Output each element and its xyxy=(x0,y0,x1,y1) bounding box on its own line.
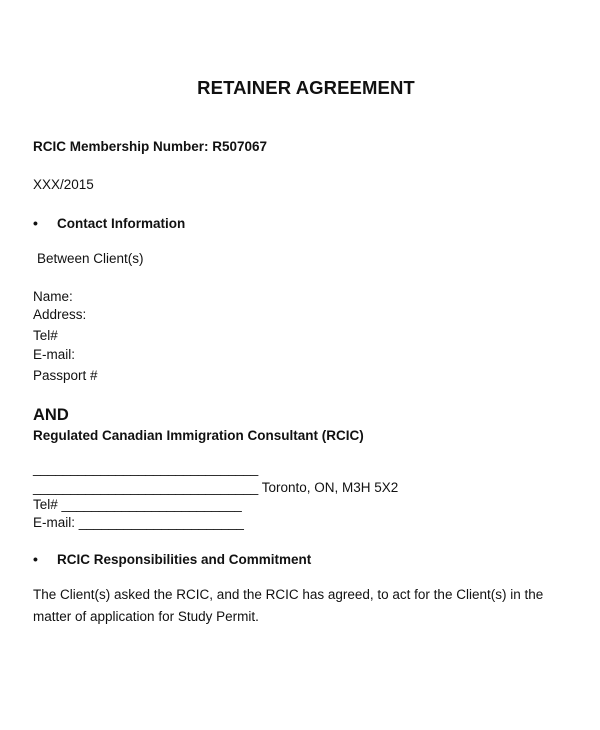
consultant-email-line: E-mail: ______________________ xyxy=(33,515,244,530)
client-tel-label: Tel# xyxy=(33,328,58,343)
section-heading-contact-information: Contact Information xyxy=(57,216,186,231)
consultant-address-line: ______________________________ Toronto, ON, M3H 5X2 xyxy=(33,480,399,495)
section-heading-rcic-responsibilities: RCIC Responsibilities and Commitment xyxy=(57,552,312,567)
document-title: RETAINER AGREEMENT xyxy=(197,77,415,98)
responsibilities-paragraph: The Client(s) asked the RCIC, and the RCIC has agreed, to act for the Client(s) in the matter of application for Study Permit. xyxy=(33,587,544,624)
consultant-heading: Regulated Canadian Immigration Consultant (RCIC) xyxy=(33,428,364,443)
bullet-icon: • xyxy=(33,551,38,567)
client-name-label: Name: xyxy=(33,289,73,304)
client-address-label: Address: xyxy=(33,307,87,322)
and-label: AND xyxy=(33,406,69,424)
client-email-label: E-mail: xyxy=(33,347,76,362)
consultant-name-line: ______________________________ xyxy=(33,461,259,476)
between-clients-label: Between Client(s) xyxy=(37,251,144,266)
agreement-date: XXX/2015 xyxy=(33,177,94,192)
client-passport-label: Passport # xyxy=(33,368,98,383)
membership-number: RCIC Membership Number: R507067 xyxy=(33,139,268,154)
consultant-tel-line: Tel# ________________________ xyxy=(33,497,242,512)
bullet-icon: • xyxy=(33,215,38,231)
